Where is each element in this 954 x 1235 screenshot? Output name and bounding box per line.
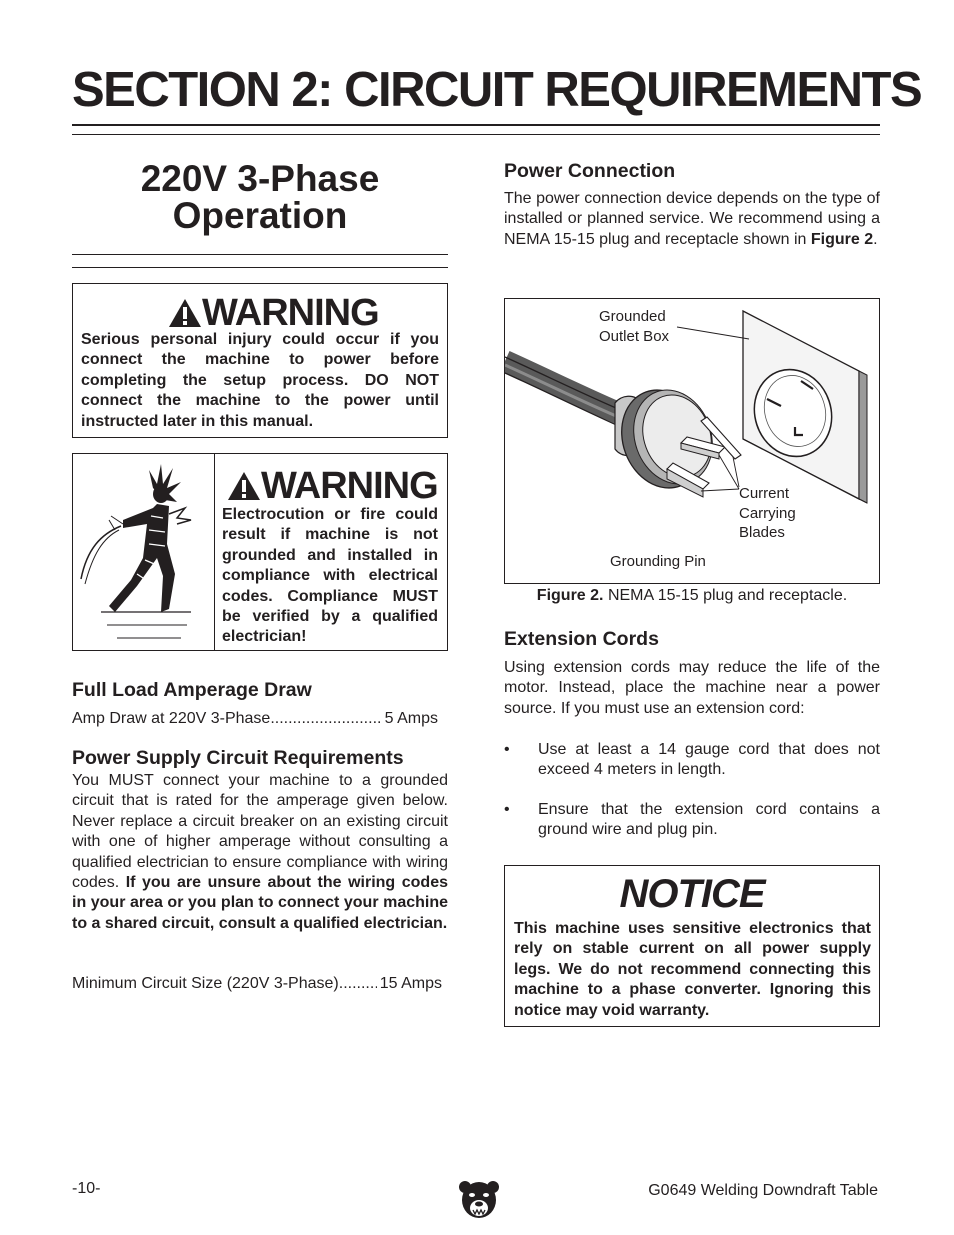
warning-text: Serious personal injury could occur if you connect the machine to power before completing the setup process. DO NOT connect the machine to the power until instructed later in this manual. (81, 331, 439, 430)
power-supply-text-bold: If you are unsure about the wiring codes in your area or you plan to connect your machine to a shared circuit, consult a qualified electrician. (72, 874, 448, 932)
label-grounding-pin: Grounding Pin (610, 553, 706, 570)
figure-2 (504, 298, 880, 584)
label-outlet-box (599, 307, 669, 346)
notice-text: This machine uses sensitive electronics that rely on stable current on all power supply legs. We do not recommend connecting this machine to a phase converter. Ignoring this notice may void warranty. (514, 920, 871, 1019)
leader-dots (270, 709, 381, 729)
figure-caption-text: NEMA 15-15 plug and receptacle. (607, 587, 848, 604)
section-title: SECTION 2: CIRCUIT REQUIREMENTS (72, 63, 922, 117)
plug-receptacle-illustration (505, 299, 879, 583)
label-blades-line1: Current (739, 485, 790, 502)
subsection-heading (72, 160, 448, 234)
label-blades-line2: Carrying (739, 504, 796, 522)
electrocution-icon (73, 454, 213, 650)
label-current-blades (739, 484, 796, 543)
title-rule-thin (72, 134, 880, 135)
bullet-dot: • (504, 741, 510, 758)
figure-caption (504, 587, 880, 605)
amp-draw-label: Amp Draw at 220V 3-Phase (72, 710, 271, 727)
power-connection-text-body: The power connection device depends on the type of installed or planned service. We recommend using a NEMA 15-15 plug and receptacle shown in (504, 190, 880, 248)
bullet-text: Ensure that the extension cord contains a ground wire and plug pin. (538, 801, 880, 839)
power-supply-text (72, 771, 448, 934)
power-supply-text-normal: You MUST connect your machine to a grounded circuit that is rated for the amperage given below. Never replace a circuit breaker on an existing circuit with one of higher amperage without consulting a qualified electrician to ensure compliance with wiring codes. (72, 772, 448, 892)
label-outlet-line2: Outlet Box (599, 327, 670, 345)
title-rule-thick (72, 124, 880, 126)
warning-box-electrocution (72, 453, 448, 651)
bullet-text: Use at least a 14 gauge cord that does not exceed 4 meters in length. (538, 741, 880, 779)
subsection-heading-line1: 220V 3-Phase (140, 158, 380, 199)
min-circuit-spec (72, 974, 442, 994)
label-outlet-line1: Grounded (599, 308, 666, 325)
warning-triangle-icon (168, 298, 202, 328)
subhead-rule-bottom (72, 267, 448, 268)
warning-heading: WARNING (202, 292, 379, 334)
warning-triangle-icon (227, 471, 261, 501)
power-connection-heading: Power Connection (504, 160, 676, 182)
figure-caption-label: Figure 2. (536, 587, 604, 604)
notice-heading: NOTICE (619, 872, 765, 916)
warning-box-setup (72, 283, 448, 438)
list-item (504, 740, 880, 781)
figure-reference: Figure 2 (810, 230, 874, 248)
period: . (873, 230, 878, 248)
warning-text: Electrocution or fire could result if machine is not grounded and installed in compliance with electrical codes. Compliance MUST be verified by a qualified electrician! (222, 506, 438, 646)
bullet-dot: • (504, 801, 510, 818)
list-item (504, 800, 880, 841)
min-circuit-value: 15 Amps (379, 975, 442, 992)
amp-draw-spec (72, 709, 438, 729)
subsection-heading-line2: Operation (172, 195, 348, 236)
amp-draw-value: 5 Amps (384, 710, 438, 727)
model-name: G0649 Welding Downdraft Table (648, 1182, 878, 1199)
extension-cords-text: Using extension cords may reduce the life of the motor. Instead, place the machine near a power source. If you must use an extension cord: (504, 659, 880, 717)
warning-header (168, 294, 379, 332)
power-supply-heading: Power Supply Circuit Requirements (72, 747, 404, 769)
electrocution-illustration (73, 454, 215, 650)
bear-logo-icon (457, 1178, 501, 1222)
full-load-heading: Full Load Amperage Draw (72, 679, 312, 701)
subhead-rule-top (72, 254, 448, 255)
label-blades-line3: Blades (739, 524, 785, 541)
power-connection-text (504, 189, 880, 250)
page-number: -10- (72, 1180, 101, 1197)
warning-header (227, 467, 438, 505)
extension-cords-heading: Extension Cords (504, 628, 659, 650)
notice-box (504, 865, 880, 1027)
warning-heading: WARNING (261, 465, 438, 507)
leader-dots (339, 974, 377, 994)
min-circuit-label: Minimum Circuit Size (220V 3-Phase) (72, 975, 339, 992)
